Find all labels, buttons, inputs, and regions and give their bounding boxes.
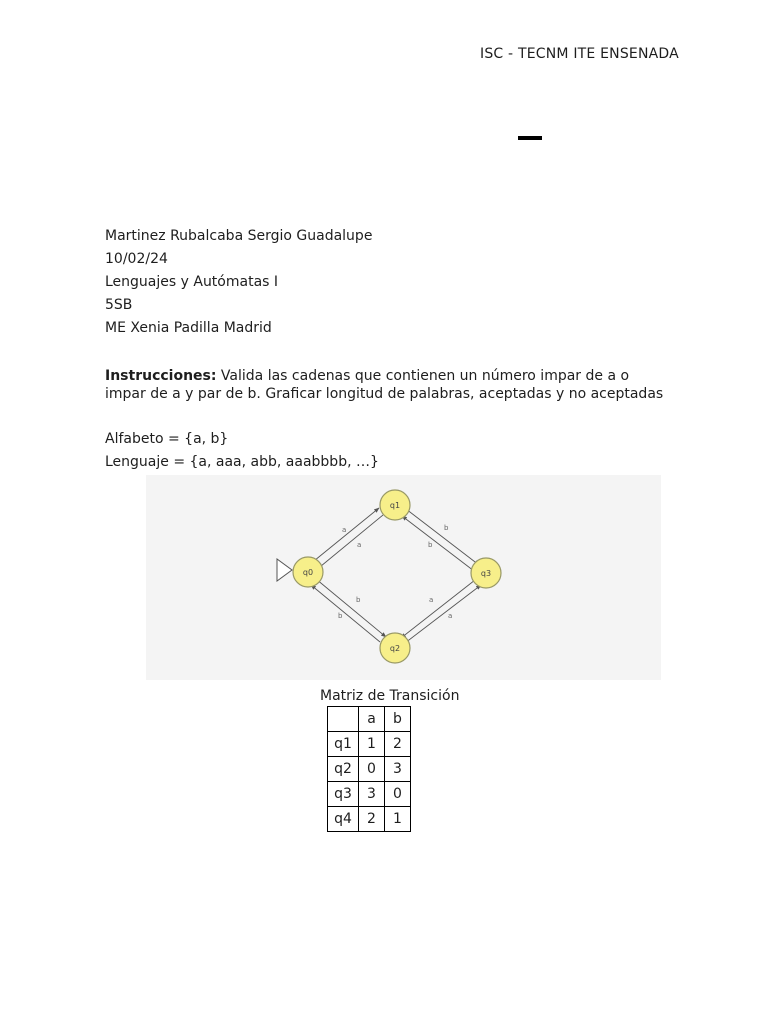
matrix-row — [328, 807, 411, 832]
edge-q0-q1-a — [309, 508, 379, 565]
edge-label: a — [448, 612, 453, 620]
matrix-row — [328, 782, 411, 807]
instructions-label: Instrucciones: — [105, 368, 217, 384]
matrix-header-cell: a — [359, 707, 385, 732]
matrix-cell: 2 — [385, 732, 411, 757]
matrix-cell: 0 — [385, 782, 411, 807]
date: 10/02/24 — [105, 251, 168, 267]
group: 5SB — [105, 297, 133, 313]
student-name: Martinez Rubalcaba Sergio Guadalupe — [105, 228, 373, 244]
matrix-title: Matriz de Transición — [320, 688, 460, 704]
edge-q3-q2-a — [401, 580, 475, 638]
alphabet-line: Alfabeto = {a, b} — [105, 431, 229, 447]
edge-label: a — [429, 596, 434, 604]
matrix-cell: 3 — [385, 757, 411, 782]
edge-q1-q0-a — [315, 515, 383, 571]
state-label-q0: q0 — [302, 568, 314, 577]
info-block — [105, 228, 372, 343]
edge-q2-q0-b — [311, 585, 380, 642]
edge-label: b — [338, 612, 343, 620]
matrix-cell: q3 — [328, 782, 359, 807]
state-label-q2: q2 — [389, 644, 401, 653]
definitions — [105, 431, 379, 477]
edge-label: b — [428, 541, 433, 549]
matrix-cell: 1 — [385, 807, 411, 832]
matrix-cell: 0 — [359, 757, 385, 782]
language-line: Lenguaje = {a, aaa, abb, aaabbbb, …} — [105, 454, 379, 470]
state-label-q1: q1 — [389, 501, 401, 510]
matrix-cell: q4 — [328, 807, 359, 832]
instructions-paragraph — [105, 367, 665, 403]
transition-arrows — [309, 508, 481, 643]
matrix-header-cell — [328, 707, 359, 732]
start-arrow-icon — [277, 559, 292, 581]
edge-label: a — [342, 526, 347, 534]
matrix-row — [328, 732, 411, 757]
header-institution: ISC - TECNM ITE ENSENADA — [480, 46, 679, 62]
course-name: Lenguajes y Autómatas I — [105, 274, 279, 290]
automaton-diagram — [146, 475, 661, 680]
matrix-row — [328, 757, 411, 782]
matrix-cell: q2 — [328, 757, 359, 782]
teacher-name: ME Xenia Padilla Madrid — [105, 320, 272, 336]
edge-q0-q2-b — [316, 579, 386, 637]
edge-label: b — [356, 596, 361, 604]
edge-q1-q3-b — [406, 509, 479, 565]
state-label-q3: q3 — [480, 569, 492, 578]
matrix-cell: q1 — [328, 732, 359, 757]
matrix-cell: 2 — [359, 807, 385, 832]
edge-label: b — [444, 524, 449, 532]
matrix-cell: 1 — [359, 732, 385, 757]
edge-label: a — [357, 541, 362, 549]
dash-mark — [518, 136, 542, 140]
edge-q3-q1-b — [402, 516, 474, 571]
automaton-svg — [146, 475, 661, 680]
matrix-cell: 3 — [359, 782, 385, 807]
instructions-text: Valida las cadenas que contienen un número impar de a o impar de a y par de b. Graficar longitud de palabras, aceptadas y no aceptadas — [105, 368, 664, 402]
matrix-header-cell: b — [385, 707, 411, 732]
matrix-header-row — [328, 707, 411, 732]
transition-matrix — [327, 706, 411, 832]
edge-q2-q3-a — [405, 585, 481, 643]
